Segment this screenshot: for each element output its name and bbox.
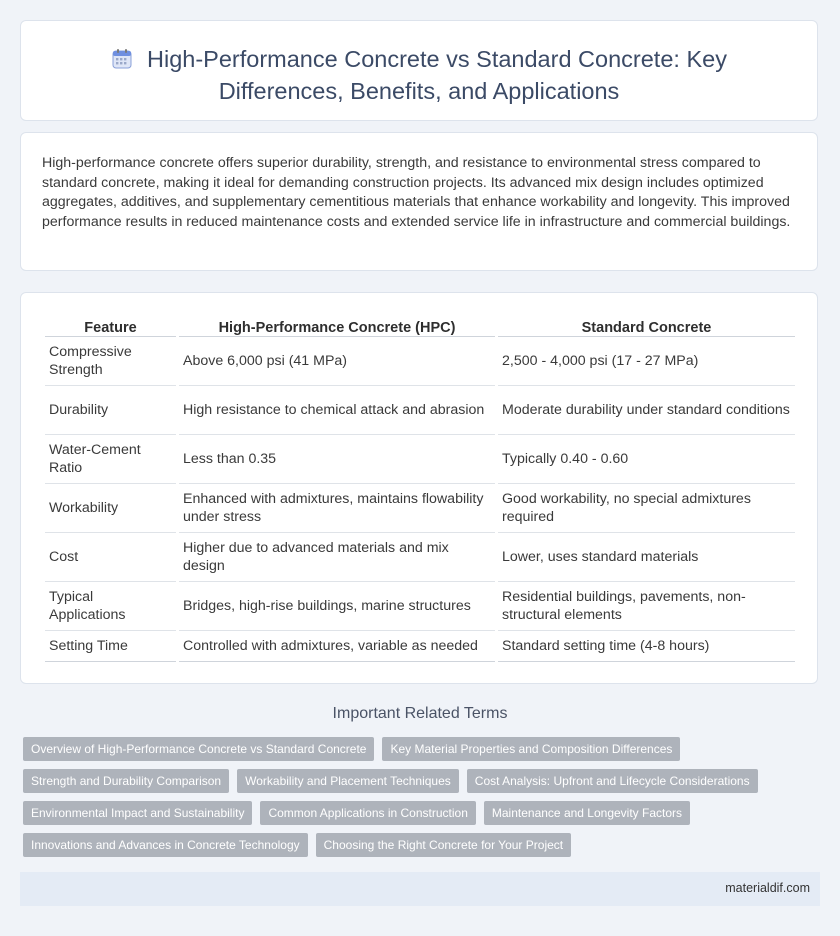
row-feature: Water-Cement Ratio (45, 435, 176, 484)
related-term-tag[interactable]: Strength and Durability Comparison (23, 769, 229, 793)
row-hpc: Bridges, high-rise buildings, marine structures (179, 582, 495, 631)
header-feature: Feature (45, 315, 176, 337)
table-header-row (45, 315, 795, 337)
table-row (45, 337, 795, 386)
row-feature: Workability (45, 484, 176, 533)
row-hpc: High resistance to chemical attack and abrasion (179, 386, 495, 435)
row-feature: Cost (45, 533, 176, 582)
row-standard: Residential buildings, pavements, non-structural elements (498, 582, 795, 631)
row-feature: Compressive Strength (45, 337, 176, 386)
table-row (45, 435, 795, 484)
related-term-tag[interactable]: Overview of High-Performance Concrete vs Standard Concrete (23, 737, 374, 761)
table-row (45, 533, 795, 582)
row-feature: Setting Time (45, 631, 176, 662)
page-title (21, 45, 817, 106)
header-standard: Standard Concrete (498, 315, 795, 337)
row-hpc: Enhanced with admixtures, maintains flowability under stress (179, 484, 495, 533)
related-terms-heading: Important Related Terms (332, 705, 508, 722)
related-terms-list (23, 737, 813, 857)
row-hpc: Higher due to advanced materials and mix design (179, 533, 495, 582)
table-row (45, 386, 795, 435)
row-hpc: Controlled with admixtures, variable as needed (179, 631, 495, 662)
title-line-2: Differences, Benefits, and Applications (218, 78, 620, 104)
comparison-card (20, 292, 818, 684)
header-hpc: High-Performance Concrete (HPC) (179, 315, 495, 337)
related-term-tag[interactable]: Workability and Placement Techniques (237, 769, 459, 793)
row-feature: Typical Applications (45, 582, 176, 631)
row-feature: Durability (45, 386, 176, 435)
row-standard: Good workability, no special admixtures required (498, 484, 795, 533)
related-term-tag[interactable]: Choosing the Right Concrete for Your Project (316, 833, 571, 857)
calendar-icon (111, 48, 133, 77)
table-row (45, 484, 795, 533)
footer (20, 872, 820, 906)
title-card (20, 20, 818, 121)
related-term-tag[interactable]: Innovations and Advances in Concrete Technology (23, 833, 308, 857)
related-term-tag[interactable]: Common Applications in Construction (260, 801, 475, 825)
intro-card (20, 132, 818, 271)
row-standard: Typically 0.40 - 0.60 (498, 435, 795, 484)
related-term-tag[interactable]: Environmental Impact and Sustainability (23, 801, 252, 825)
footer-site-link[interactable]: materialdif.com (725, 881, 810, 895)
related-term-tag[interactable]: Cost Analysis: Upfront and Lifecycle Considerations (467, 769, 758, 793)
row-standard: Lower, uses standard materials (498, 533, 795, 582)
intro-paragraph: High-performance concrete offers superior durability, strength, and resistance to environmental stress compared to standard concrete, making it ideal for demanding construction projects. Its advanced mix design includes optimized aggregates, additives, and supplementary cementitious materials that enhance workability and longevity. This improved performance results in reduced maintenance costs and extended service life in infrastructure and commercial buildings. (42, 155, 791, 230)
table-row (45, 582, 795, 631)
comparison-table (42, 315, 798, 662)
related-term-tag[interactable]: Key Material Properties and Composition Differences (382, 737, 680, 761)
row-hpc: Above 6,000 psi (41 MPa) (179, 337, 495, 386)
row-standard: Standard setting time (4-8 hours) (498, 631, 795, 662)
related-term-tag[interactable]: Maintenance and Longevity Factors (484, 801, 690, 825)
title-line-1: High-Performance Concrete vs Standard Concrete: Key (147, 46, 727, 72)
row-standard: 2,500 - 4,000 psi (17 - 27 MPa) (498, 337, 795, 386)
row-hpc: Less than 0.35 (179, 435, 495, 484)
row-standard: Moderate durability under standard conditions (498, 386, 795, 435)
table-row (45, 631, 795, 662)
